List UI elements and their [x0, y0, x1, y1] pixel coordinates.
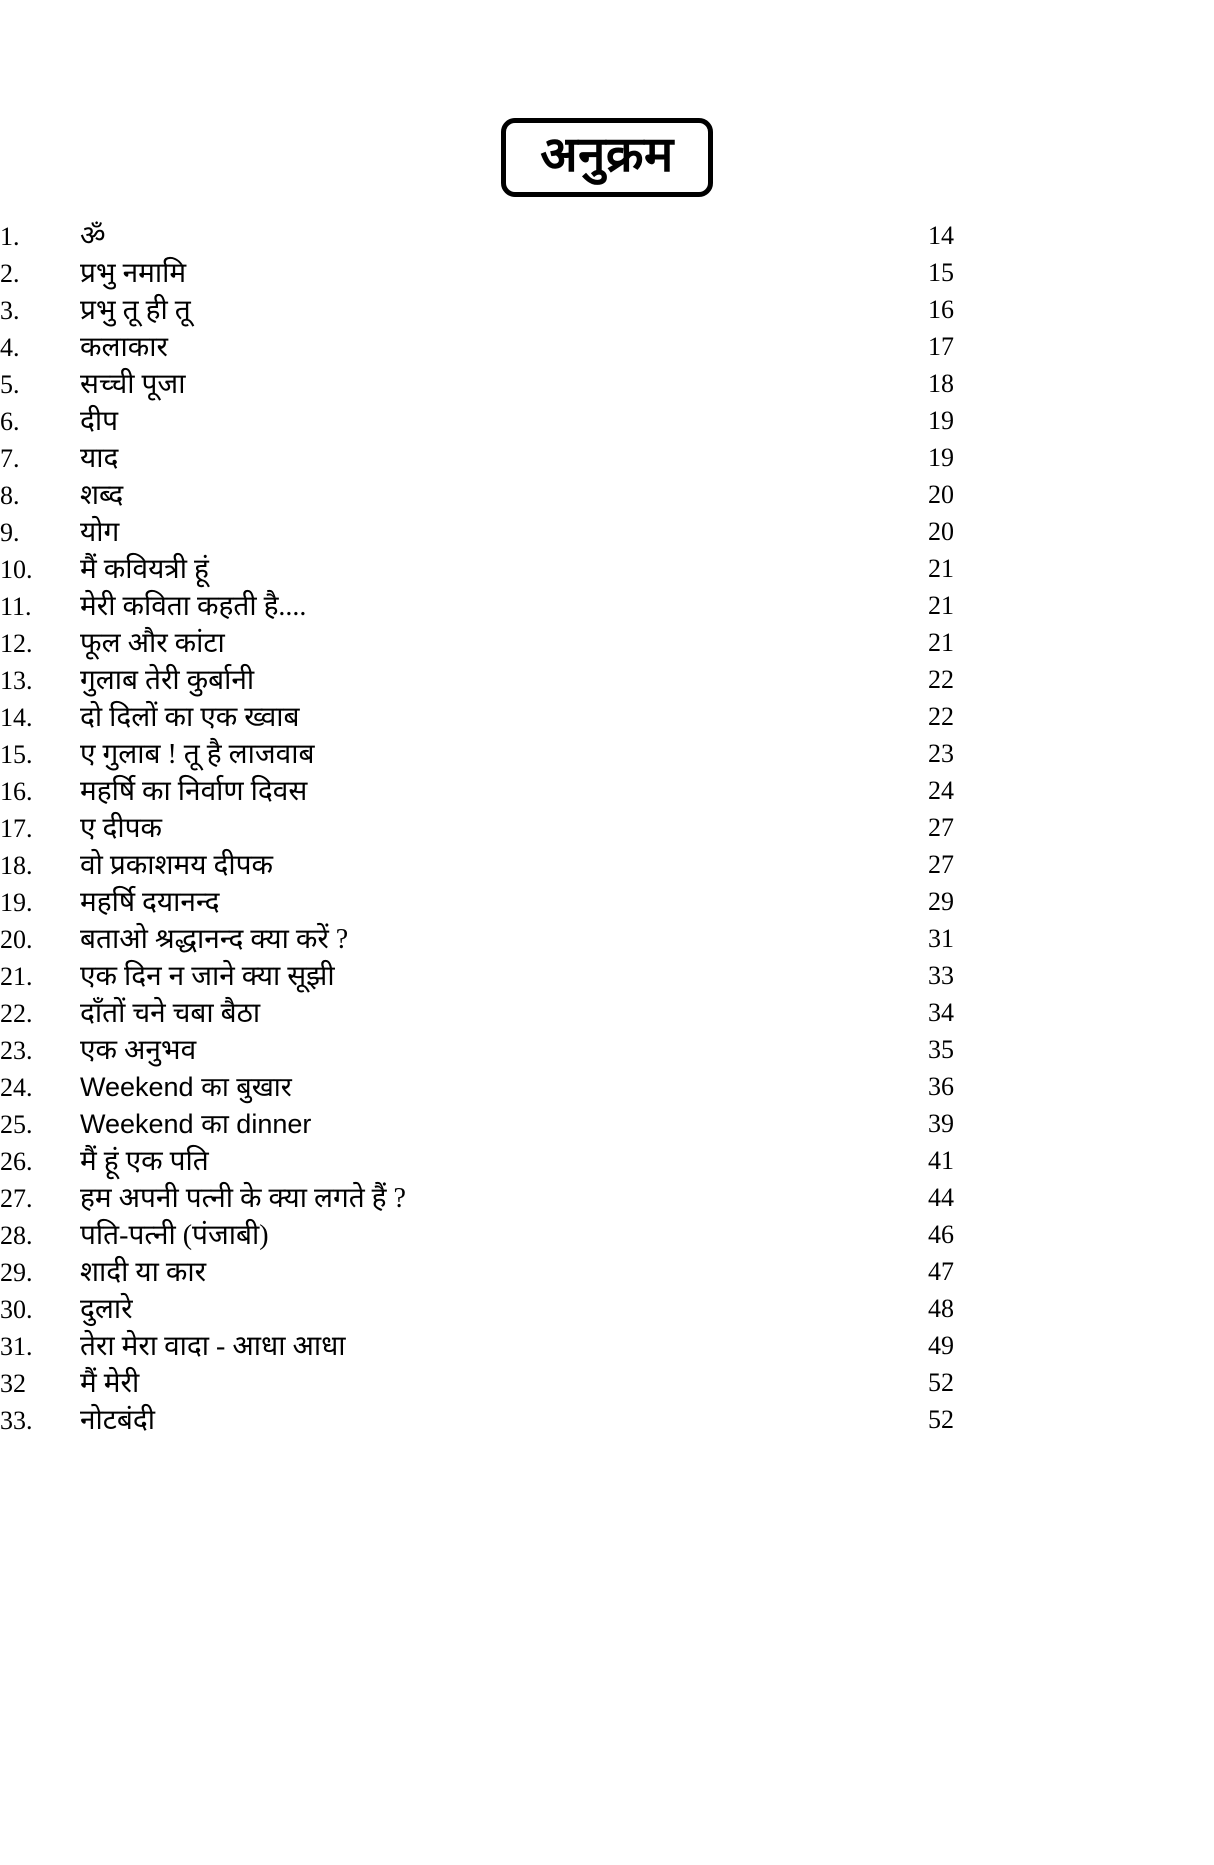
toc-entry-number-text: 26. — [0, 1147, 33, 1176]
toc-entry-number-text: 1. — [0, 222, 20, 251]
toc-entry-title[interactable]: महर्षि दयानन्द — [80, 887, 220, 918]
toc-entry[interactable] — [0, 1257, 1214, 1294]
toc-entry-number-text: 25. — [0, 1110, 33, 1139]
toc-entry[interactable] — [0, 332, 1214, 369]
toc-entry-page-number: 19 — [928, 406, 954, 435]
toc-entry[interactable] — [0, 813, 1214, 850]
page-title: अनुक्रम — [540, 127, 674, 182]
toc-entry-title[interactable]: मैं कवियत्री हूं — [80, 554, 209, 585]
toc-entry[interactable] — [0, 776, 1214, 813]
toc-entry-title[interactable]: दाँतों चने चबा बैठा — [80, 998, 261, 1029]
toc-entry-title[interactable]: योग — [80, 517, 120, 548]
toc-entry-title[interactable]: हम अपनी पत्नी के क्या लगते हैं ? — [80, 1183, 406, 1214]
toc-entry-number-text: 3. — [0, 296, 20, 325]
toc-entry-page-number: 20 — [928, 517, 954, 546]
toc-entry[interactable] — [0, 443, 1214, 480]
toc-entry-page-number: 17 — [928, 332, 954, 361]
toc-entry-title[interactable]: शब्द — [80, 480, 124, 511]
toc-entry-title[interactable]: मैं मेरी — [80, 1368, 140, 1399]
toc-entry-page-number: 52 — [928, 1368, 954, 1397]
toc-entry-title[interactable]: प्रभु तू ही तू — [80, 295, 191, 326]
toc-entry[interactable] — [0, 406, 1214, 443]
page-title-container — [0, 118, 1214, 197]
toc-entry-title[interactable]: दो दिलों का एक ख्वाब — [80, 702, 300, 733]
toc-entry-page-number: 18 — [928, 369, 954, 398]
toc-entry-number-text: 27. — [0, 1184, 33, 1213]
toc-list — [0, 221, 1214, 1442]
toc-entry-number-text: 20. — [0, 925, 33, 954]
toc-entry[interactable] — [0, 221, 1214, 258]
toc-entry-number-text: 24. — [0, 1073, 33, 1102]
toc-entry-title[interactable]: तेरा मेरा वादा - आधा आधा — [80, 1331, 346, 1362]
toc-entry-page-number: 41 — [928, 1146, 954, 1175]
toc-entry-number-text: 13. — [0, 666, 33, 695]
toc-entry-title[interactable]: गुलाब तेरी कुर्बानी — [80, 665, 255, 696]
toc-entry-title[interactable]: एक दिन न जाने क्या सूझी — [80, 961, 335, 992]
toc-entry-number-text: 10. — [0, 555, 33, 584]
toc-entry-number-text: 16. — [0, 777, 33, 806]
toc-entry[interactable] — [0, 369, 1214, 406]
toc-entry-number-text: 33. — [0, 1406, 33, 1435]
toc-entry-number-text: 21. — [0, 962, 33, 991]
toc-entry-number-text: 17. — [0, 814, 33, 843]
toc-entry[interactable] — [0, 665, 1214, 702]
toc-entry[interactable] — [0, 1183, 1214, 1220]
toc-entry-number-text: 19. — [0, 888, 33, 917]
toc-entry-number-text: 15. — [0, 740, 33, 769]
toc-entry-title[interactable]: एक अनुभव — [80, 1035, 197, 1066]
toc-entry-page-number: 16 — [928, 295, 954, 324]
toc-entry-page-number: 23 — [928, 739, 954, 768]
toc-entry-number-text: 11. — [0, 592, 32, 621]
toc-entry-number-text: 2. — [0, 259, 20, 288]
toc-entry-number-text: 14. — [0, 703, 33, 732]
toc-entry-page-number: 34 — [928, 998, 954, 1027]
toc-entry[interactable] — [0, 1368, 1214, 1405]
toc-entry-page-number: 52 — [928, 1405, 954, 1434]
toc-entry-number-text: 22. — [0, 999, 33, 1028]
toc-entry[interactable] — [0, 1146, 1214, 1183]
toc-entry-page-number: 19 — [928, 443, 954, 472]
toc-entry[interactable] — [0, 1294, 1214, 1331]
toc-entry-title[interactable]: याद — [80, 443, 119, 474]
toc-entry-page-number: 21 — [928, 628, 954, 657]
toc-entry-page-number: 47 — [928, 1257, 954, 1286]
toc-entry[interactable] — [0, 480, 1214, 517]
toc-entry-page-number: 44 — [928, 1183, 954, 1212]
toc-entry[interactable] — [0, 887, 1214, 924]
toc-entry-title[interactable]: सच्ची पूजा — [80, 369, 186, 400]
toc-entry-title[interactable]: दीप — [80, 406, 119, 437]
toc-entry-number-text: 8. — [0, 481, 20, 510]
toc-entry-title[interactable]: Weekend का बुखार — [80, 1072, 292, 1102]
toc-entry[interactable] — [0, 1331, 1214, 1368]
toc-entry[interactable] — [0, 628, 1214, 665]
toc-entry-page-number: 15 — [928, 258, 954, 287]
toc-entry-number-text: 12. — [0, 629, 33, 658]
toc-entry-title[interactable]: मेरी कविता कहती है.... — [80, 591, 307, 622]
toc-entry[interactable] — [0, 1109, 1214, 1146]
toc-entry-page-number: 35 — [928, 1035, 954, 1064]
toc-entry-number-text: 23. — [0, 1036, 33, 1065]
toc-entry-title[interactable]: बताओ श्रद्धानन्द क्या करें ? — [80, 924, 349, 955]
title-border-box — [501, 118, 713, 197]
toc-entry[interactable] — [0, 517, 1214, 554]
toc-entry-title[interactable]: दुलारे — [80, 1294, 133, 1325]
toc-entry[interactable] — [0, 1405, 1214, 1442]
toc-entry[interactable] — [0, 961, 1214, 998]
toc-entry-number-text: 6. — [0, 407, 20, 436]
toc-entry[interactable] — [0, 258, 1214, 295]
toc-entry-number-text: 29. — [0, 1258, 33, 1287]
toc-entry-page-number: 48 — [928, 1294, 954, 1323]
toc-entry-title[interactable]: Weekend का dinner — [80, 1109, 312, 1139]
toc-entry-page-number: 29 — [928, 887, 954, 916]
toc-entry-title[interactable]: ॐ — [80, 221, 106, 252]
toc-entry[interactable] — [0, 1072, 1214, 1109]
toc-entry[interactable] — [0, 1220, 1214, 1257]
toc-entry[interactable] — [0, 998, 1214, 1035]
toc-entry-number-text: 18. — [0, 851, 33, 880]
toc-entry-page-number: 46 — [928, 1220, 954, 1249]
toc-entry-title[interactable]: पति-पत्नी (पंजाबी) — [80, 1220, 269, 1251]
toc-entry-page-number: 22 — [928, 665, 954, 694]
toc-entry[interactable] — [0, 739, 1214, 776]
toc-entry-number-text: 9. — [0, 518, 20, 547]
toc-entry-title[interactable]: प्रभु नमामि — [80, 258, 187, 289]
toc-entry-number-text: 31. — [0, 1332, 33, 1361]
toc-entry-page-number: 39 — [928, 1109, 954, 1138]
toc-entry-title[interactable]: ए गुलाब ! तू है लाजवाब — [80, 739, 315, 770]
toc-entry-page-number: 31 — [928, 924, 954, 953]
toc-entry[interactable] — [0, 702, 1214, 739]
toc-entry-page-number: 21 — [928, 554, 954, 583]
toc-entry-page-number: 21 — [928, 591, 954, 620]
toc-entry[interactable] — [0, 850, 1214, 887]
toc-entry-page-number: 27 — [928, 813, 954, 842]
toc-entry-title[interactable]: शादी या कार — [80, 1257, 207, 1288]
toc-entry-page-number: 20 — [928, 480, 954, 509]
toc-entry[interactable] — [0, 924, 1214, 961]
toc-entry[interactable] — [0, 591, 1214, 628]
toc-entry-number-text: 32 — [0, 1369, 26, 1398]
toc-entry-page-number: 49 — [928, 1331, 954, 1360]
toc-entry[interactable] — [0, 295, 1214, 332]
toc-entry-number-text: 30. — [0, 1295, 33, 1324]
toc-entry-number-text: 28. — [0, 1221, 33, 1250]
toc-entry-number-text: 7. — [0, 444, 20, 473]
toc-entry-title[interactable]: फूल और कांटा — [80, 628, 225, 659]
toc-entry-title[interactable]: वो प्रकाशमय दीपक — [80, 850, 274, 881]
toc-entry-page-number: 36 — [928, 1072, 954, 1101]
toc-entry-title[interactable]: महर्षि का निर्वाण दिवस — [80, 776, 308, 807]
toc-entry-page-number: 24 — [928, 776, 954, 805]
toc-entry-page-number: 22 — [928, 702, 954, 731]
toc-entry-title[interactable]: ए दीपक — [80, 813, 163, 844]
toc-entry-title[interactable]: कलाकार — [80, 332, 168, 363]
toc-entry[interactable] — [0, 554, 1214, 591]
toc-entry-page-number: 27 — [928, 850, 954, 879]
toc-entry-page-number: 33 — [928, 961, 954, 990]
toc-entry-number-text: 5. — [0, 370, 20, 399]
toc-entry-title[interactable]: नोटबंदी — [80, 1405, 156, 1436]
toc-entry-number-text: 4. — [0, 333, 20, 362]
toc-entry[interactable] — [0, 1035, 1214, 1072]
toc-entry-title[interactable]: मैं हूं एक पति — [80, 1146, 209, 1177]
toc-entry-page-number: 14 — [928, 221, 954, 250]
